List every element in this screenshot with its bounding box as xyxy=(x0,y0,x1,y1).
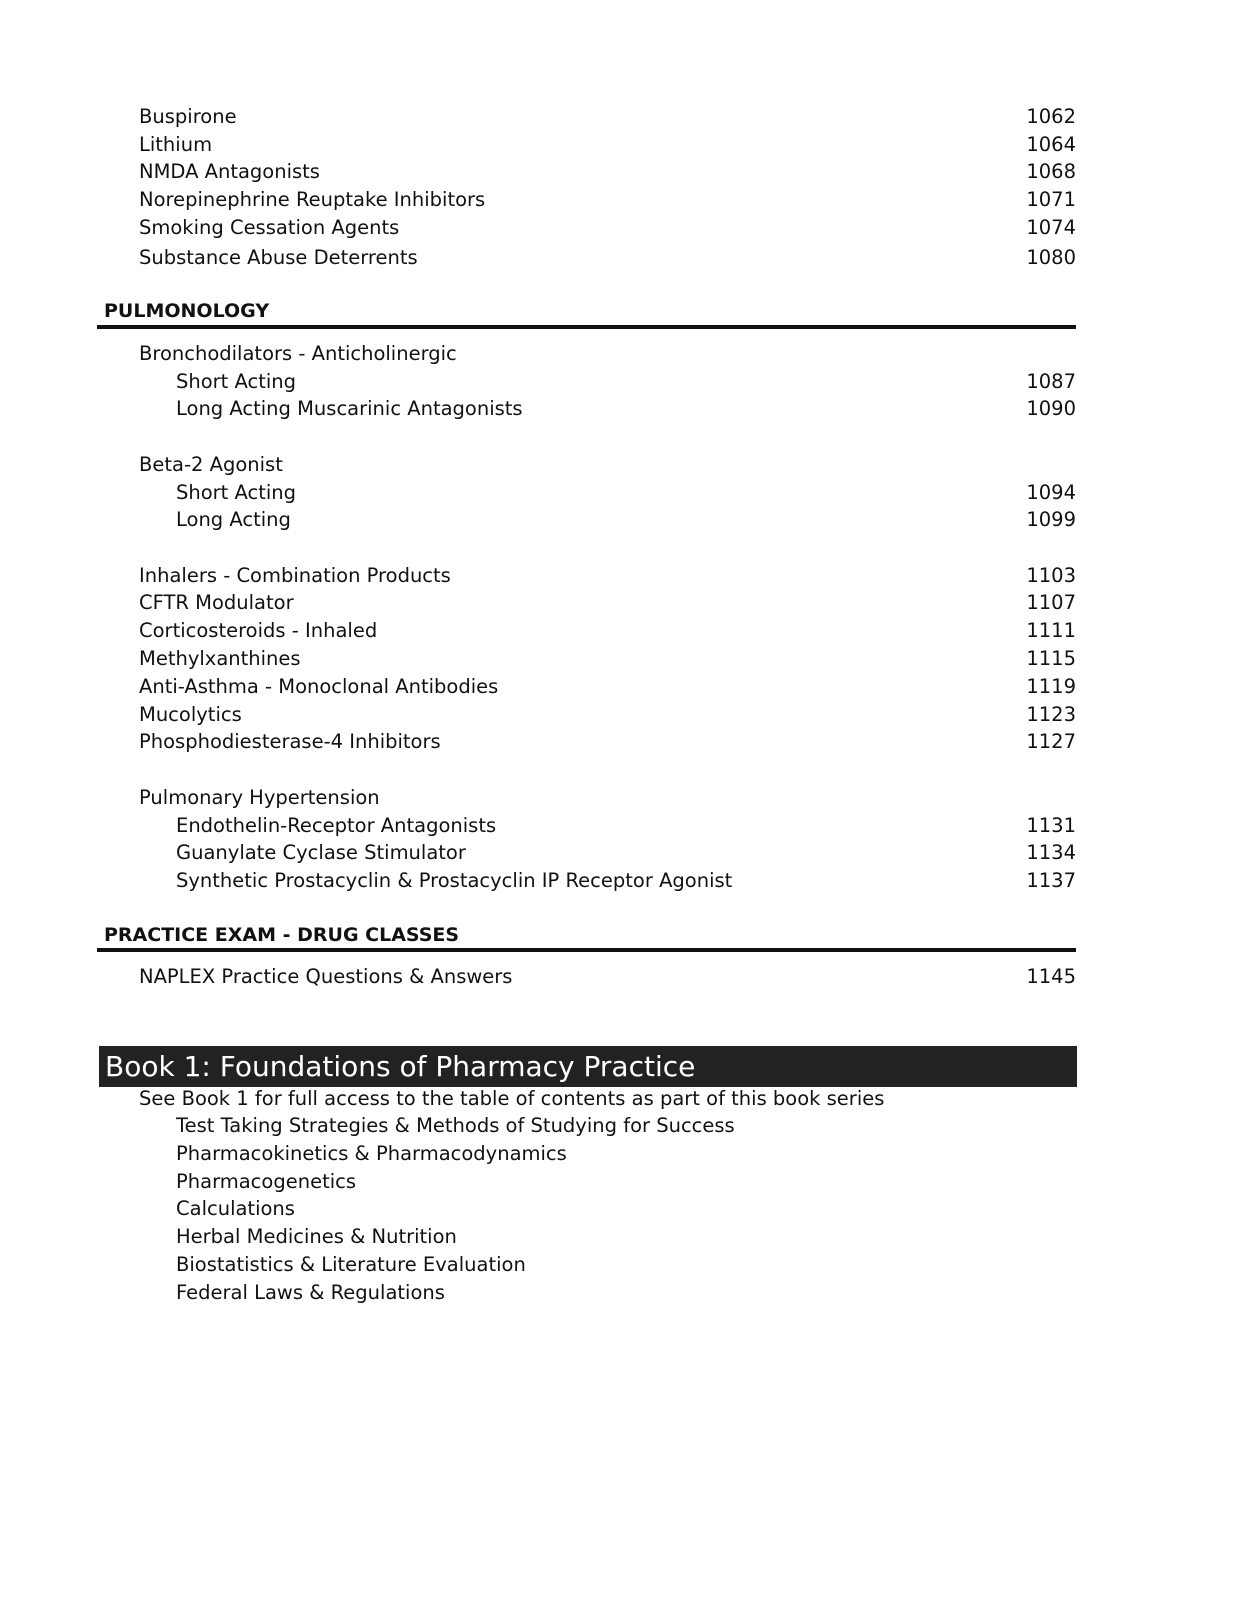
toc-entry-page: 1080 xyxy=(1026,246,1076,269)
toc-group-title: Pulmonary Hypertension xyxy=(139,786,380,809)
toc-entry-label: Guanylate Cyclase Stimulator xyxy=(176,841,466,864)
toc-entry-label: Substance Abuse Deterrents xyxy=(139,246,418,269)
toc-entry-page: 1064 xyxy=(1026,133,1076,156)
toc-entry[interactable] xyxy=(139,563,1076,589)
book-banner xyxy=(99,1046,1077,1087)
toc-entry-label: Mucolytics xyxy=(139,703,242,726)
toc-entry-label: Endothelin-Receptor Antagonists xyxy=(176,814,497,837)
toc-entry[interactable] xyxy=(139,702,1076,728)
toc-entry[interactable] xyxy=(139,245,1076,271)
toc-entry-page: 1137 xyxy=(1026,869,1076,892)
book-topic[interactable] xyxy=(176,1224,1076,1250)
toc-entry[interactable] xyxy=(139,674,1076,700)
book-topic[interactable] xyxy=(176,1141,1076,1167)
toc-entry[interactable] xyxy=(139,729,1076,755)
toc-entry[interactable] xyxy=(139,159,1076,185)
toc-entry-page: 1134 xyxy=(1026,841,1076,864)
section-heading-practice-exam: PRACTICE EXAM - DRUG CLASSES xyxy=(104,924,460,946)
toc-entry-label: Synthetic Prostacyclin & Prostacyclin IP Receptor Agonist xyxy=(176,869,733,892)
toc-entry-label: Lithium xyxy=(139,133,213,156)
section-divider xyxy=(97,325,1076,329)
toc-group-label xyxy=(139,785,1076,811)
toc-entry-label: Norepinephrine Reuptake Inhibitors xyxy=(139,188,486,211)
toc-entry[interactable] xyxy=(139,132,1076,158)
toc-group-title: Beta-2 Agonist xyxy=(139,453,283,476)
book-topic-label: Biostatistics & Literature Evaluation xyxy=(176,1253,526,1276)
toc-entry[interactable] xyxy=(139,590,1076,616)
toc-entry-page: 1090 xyxy=(1026,397,1076,420)
section-heading-pulmonology: PULMONOLOGY xyxy=(104,300,270,322)
toc-group-title: Bronchodilators - Anticholinergic xyxy=(139,342,457,365)
toc-entry-label: Smoking Cessation Agents xyxy=(139,216,400,239)
toc-entry[interactable] xyxy=(139,104,1076,130)
book-topic[interactable] xyxy=(176,1169,1076,1195)
book-topic[interactable] xyxy=(176,1196,1076,1222)
book-topic-label: Calculations xyxy=(176,1197,295,1220)
toc-entry-page: 1123 xyxy=(1026,703,1076,726)
book-title: Book 1: Foundations of Pharmacy Practice xyxy=(105,1050,696,1083)
toc-entry[interactable] xyxy=(139,618,1076,644)
toc-entry[interactable] xyxy=(139,187,1076,213)
toc-entry-label: Short Acting xyxy=(176,481,297,504)
toc-entry[interactable] xyxy=(176,813,1076,839)
toc-entry-label: Buspirone xyxy=(139,105,237,128)
section-divider xyxy=(97,948,1076,952)
book-topic-label: Pharmacogenetics xyxy=(176,1170,357,1193)
toc-entry-page: 1115 xyxy=(1026,647,1076,670)
book-topic[interactable] xyxy=(176,1280,1076,1306)
toc-entry-page: 1103 xyxy=(1026,564,1076,587)
toc-entry-label: Anti-Asthma - Monoclonal Antibodies xyxy=(139,675,499,698)
toc-entry-page: 1062 xyxy=(1026,105,1076,128)
toc-entry-page: 1087 xyxy=(1026,370,1076,393)
toc-entry-label: Methylxanthines xyxy=(139,647,301,670)
toc-entry[interactable] xyxy=(139,646,1076,672)
toc-entry-page: 1119 xyxy=(1026,675,1076,698)
toc-entry-label: Long Acting Muscarinic Antagonists xyxy=(176,397,523,420)
toc-entry-label: Short Acting xyxy=(176,370,297,393)
toc-entry-label: NAPLEX Practice Questions & Answers xyxy=(139,965,513,988)
toc-entry-page: 1145 xyxy=(1026,965,1076,988)
book-note xyxy=(139,1086,1076,1112)
toc-entry[interactable] xyxy=(139,964,1076,990)
toc-entry-label: Inhalers - Combination Products xyxy=(139,564,451,587)
toc-group-label xyxy=(139,341,1076,367)
toc-entry-page: 1127 xyxy=(1026,730,1076,753)
book-topic-label: Pharmacokinetics & Pharmacodynamics xyxy=(176,1142,567,1165)
toc-entry[interactable] xyxy=(176,396,1076,422)
toc-entry-label: Corticosteroids - Inhaled xyxy=(139,619,378,642)
book-note-text: See Book 1 for full access to the table of contents as part of this book series xyxy=(139,1087,885,1110)
toc-entry[interactable] xyxy=(176,369,1076,395)
toc-entry-page: 1099 xyxy=(1026,508,1076,531)
toc-entry-page: 1068 xyxy=(1026,160,1076,183)
book-topic-label: Federal Laws & Regulations xyxy=(176,1281,445,1304)
toc-entry[interactable] xyxy=(176,840,1076,866)
book-topic-label: Herbal Medicines & Nutrition xyxy=(176,1225,457,1248)
toc-entry-page: 1094 xyxy=(1026,481,1076,504)
toc-entry[interactable] xyxy=(176,507,1076,533)
toc-entry-label: NMDA Antagonists xyxy=(139,160,320,183)
toc-entry[interactable] xyxy=(176,868,1076,894)
book-topic[interactable] xyxy=(176,1113,1076,1139)
toc-entry-label: CFTR Modulator xyxy=(139,591,294,614)
toc-entry-page: 1107 xyxy=(1026,591,1076,614)
toc-entry[interactable] xyxy=(139,215,1076,241)
toc-entry-label: Long Acting xyxy=(176,508,291,531)
toc-entry-page: 1131 xyxy=(1026,814,1076,837)
toc-group-label xyxy=(139,452,1076,478)
toc-entry[interactable] xyxy=(176,480,1076,506)
book-topic[interactable] xyxy=(176,1252,1076,1278)
toc-entry-page: 1111 xyxy=(1026,619,1076,642)
book-topic-label: Test Taking Strategies & Methods of Studying for Success xyxy=(176,1114,735,1137)
toc-entry-page: 1071 xyxy=(1026,188,1076,211)
toc-entry-label: Phosphodiesterase-4 Inhibitors xyxy=(139,730,441,753)
toc-entry-page: 1074 xyxy=(1026,216,1076,239)
